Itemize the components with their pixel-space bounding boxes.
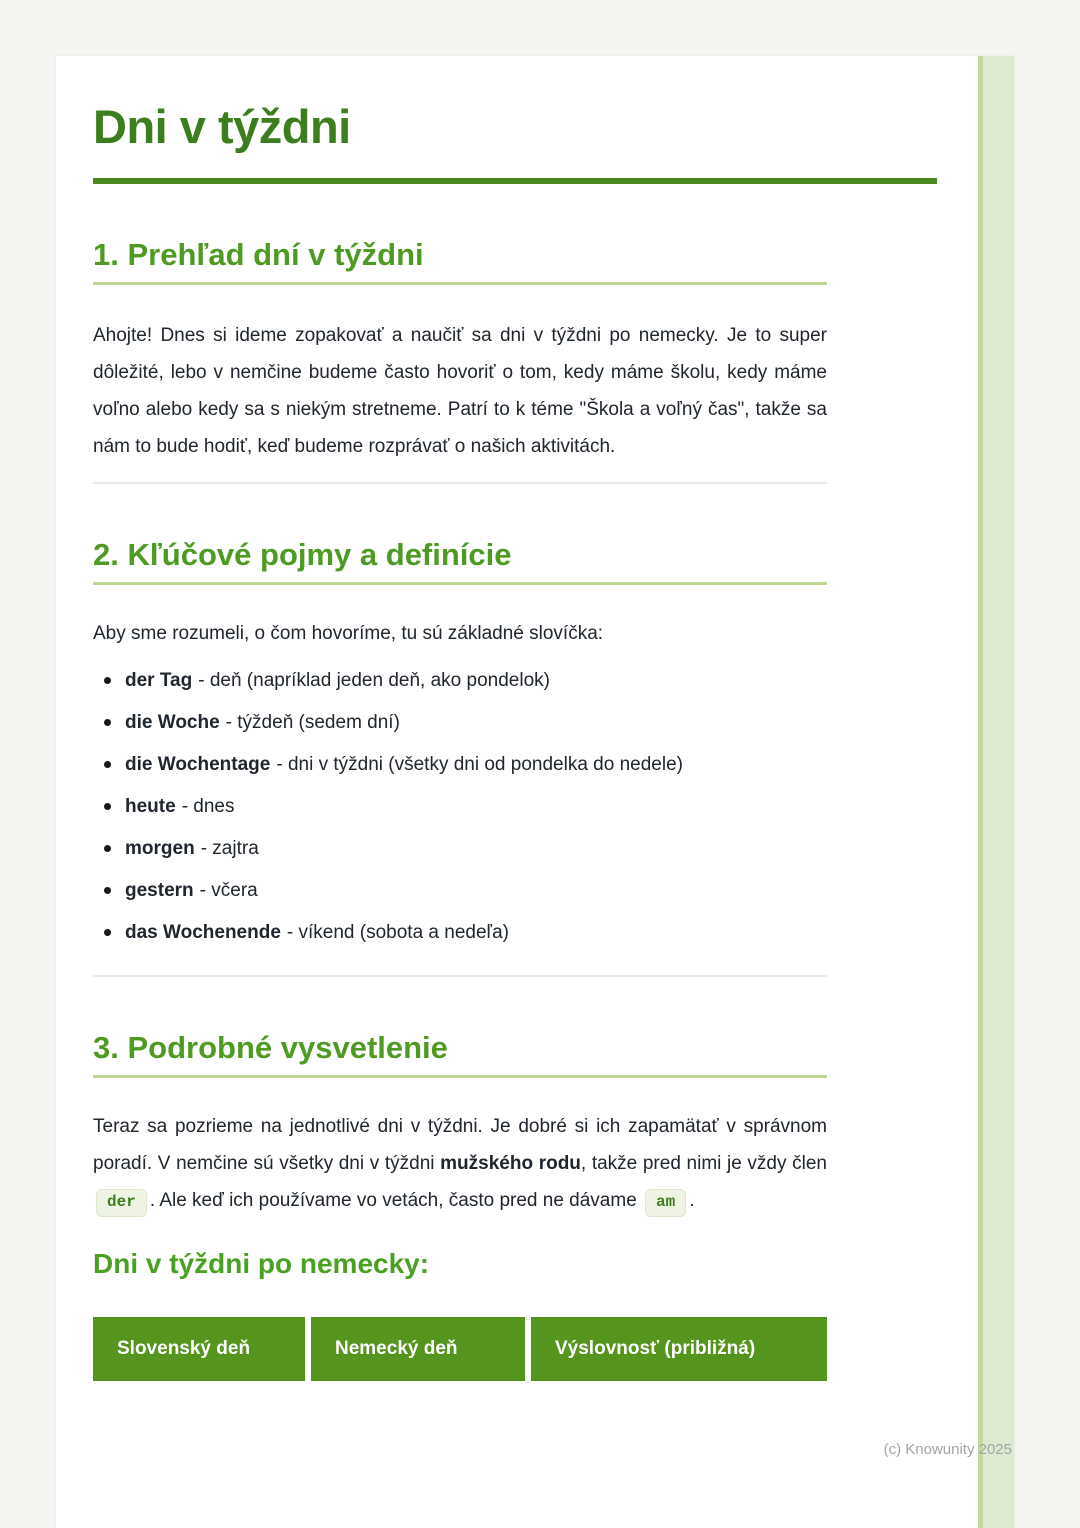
paragraph-text: .: [689, 1190, 695, 1211]
glossary-item: [93, 837, 827, 861]
paragraph-text: . Ale keď ich používame vo vetách, často pred ne dávame: [149, 1190, 643, 1211]
title-rule: [93, 178, 937, 184]
glossary-term: die Woche: [125, 712, 220, 733]
copyright-watermark: (c) Knowunity 2025: [883, 1441, 1012, 1458]
glossary-desc: - týždeň (sedem dní): [225, 712, 400, 733]
page-title: Dni v týždni: [93, 100, 351, 153]
glossary-item: [93, 711, 827, 735]
glossary-item: [93, 753, 827, 777]
document-page: [56, 56, 1014, 1528]
bullet-icon: [104, 677, 111, 684]
glossary-desc: - včera: [199, 880, 258, 901]
glossary-item: [93, 795, 827, 819]
bold-term: mužského rodu: [440, 1153, 581, 1174]
glossary-list: [93, 669, 827, 945]
glossary-desc: - dnes: [181, 796, 235, 817]
document-content: [56, 56, 1014, 1381]
table-header-german-day: Nemecký deň: [311, 1317, 525, 1381]
glossary-term: gestern: [125, 880, 194, 901]
paragraph-text: , takže pred nimi je vždy člen: [580, 1153, 827, 1174]
bullet-icon: [104, 929, 111, 936]
bullet-icon: [104, 803, 111, 810]
glossary-term: morgen: [125, 838, 195, 859]
glossary-desc: - deň (napríklad jeden deň, ako pondelok): [198, 670, 550, 691]
glossary-term: der Tag: [125, 670, 193, 691]
table-header-pronunciation: Výslovnosť (približná): [531, 1317, 827, 1381]
inline-code-der: der: [96, 1189, 147, 1217]
table-header-slovak-day: Slovenský deň: [93, 1317, 305, 1381]
bullet-icon: [104, 761, 111, 768]
bullet-icon: [104, 887, 111, 894]
glossary-term: die Wochentage: [125, 754, 271, 775]
glossary-item: [93, 879, 827, 903]
bullet-icon: [104, 719, 111, 726]
glossary-desc: - dni v týždni (všetky dni od pondelka do nedele): [276, 754, 683, 775]
glossary-item: [93, 669, 827, 693]
section-1-paragraph: Ahojte! Dnes si ideme zopakovať a naučiť sa dni v týždni po nemecky. Je to super dôležité, lebo v nemčine budeme často hovoriť o tom, kedy máme školu, kedy máme voľno alebo kedy sa s niekým stretneme. Patrí to k téme "Škola a voľný čas", takže sa nám to bude hodiť, keď budeme rozprávať o našich aktivitách.: [93, 325, 827, 457]
glossary-desc: - zajtra: [200, 838, 259, 859]
section-divider: [93, 975, 827, 977]
section-2-heading: 2. Kľúčové pojmy a definície: [93, 538, 827, 585]
paragraph-text: Teraz sa pozrieme na jednotlivé dni v týždni. Je dobré si ich zapamätať v správnom poradí. V nemčine sú všetky dni v týždni: [93, 1116, 827, 1174]
section-3-heading: 3. Podrobné vysvetlenie: [93, 1031, 827, 1078]
section-2-intro: Aby sme rozumeli, o čom hovoríme, tu sú základné slovíčka:: [93, 623, 604, 644]
glossary-term: heute: [125, 796, 176, 817]
days-table-header-row: [93, 1317, 827, 1381]
glossary-desc: - víkend (sobota a nedeľa): [286, 922, 509, 943]
glossary-item: [93, 921, 827, 945]
inline-code-am: am: [645, 1189, 686, 1217]
glossary-term: das Wochenende: [125, 922, 281, 943]
table-subheading: Dni v týždni po nemecky:: [93, 1248, 430, 1279]
bullet-icon: [104, 845, 111, 852]
section-divider: [93, 482, 827, 484]
section-1-heading: 1. Prehľad dní v týždni: [93, 238, 827, 285]
section-3-paragraph: [93, 1108, 827, 1219]
